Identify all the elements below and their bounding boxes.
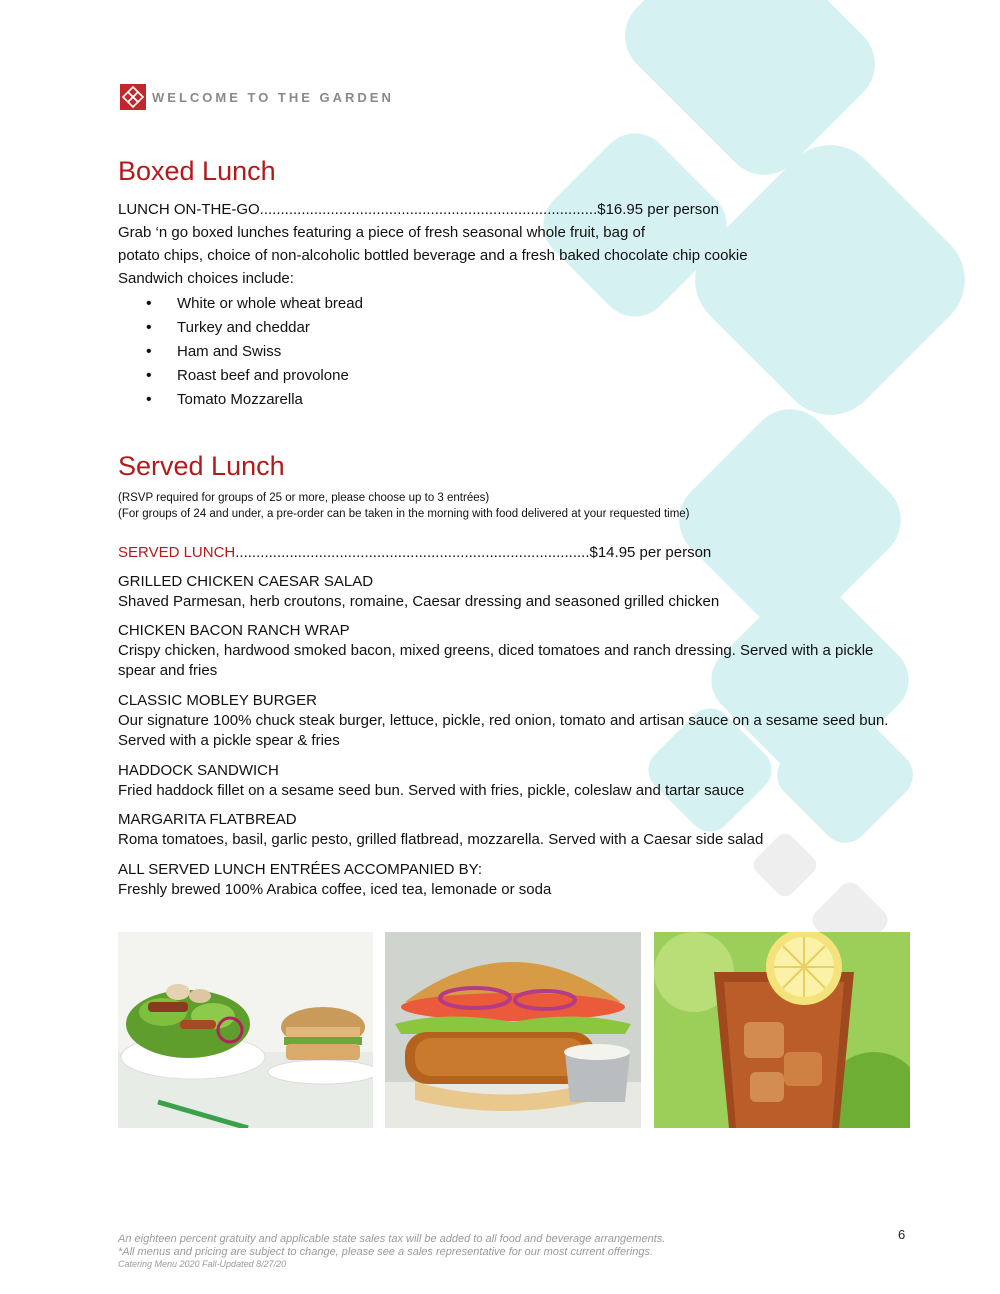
menu-item-desc: Our signature 100% chuck steak burger, lettuce, pickle, red onion, tomato and artisan sauce on a sesame seed bun. Served with a pickle spear & fries [118,712,889,749]
footer-line-pricing: *All menus and pricing are subject to change, please see a sales representative for our most current offerings. [118,1246,654,1258]
footer-disclaimer [118,1233,665,1270]
menu-item [118,810,898,850]
list-item: • Ham and Swiss [118,340,363,364]
menu-item-name: GRILLED CHICKEN CAESAR SALAD [118,573,374,590]
served-lunch-label: SERVED LUNCH [118,544,236,561]
served-lunch-note-2: (For groups of 24 and under, a pre-order can be taken in the morning with food delivered at your requested time) [118,508,690,520]
menu-item-name: CHICKEN BACON RANCH WRAP [118,622,350,639]
served-lunch-note-1: (RSVP required for groups of 25 or more, please choose up to 3 entrées) [118,492,490,504]
served-lunch-price-line [118,543,711,563]
menu-item [118,691,898,751]
served-lunch-price: .....................................................................................$14.95 per person [235,544,712,561]
menu-item-name: CLASSIC MOBLEY BURGER [118,692,317,709]
accompaniment-desc: Freshly brewed 100% Arabica coffee, iced tea, lemonade or soda [118,881,552,898]
menu-item-name: HADDOCK SANDWICH [118,762,279,779]
menu-item [118,572,898,612]
served-lunch-title: Served Lunch [118,451,285,481]
footer-line-gratuity: An eighteen percent gratuity and applicable state sales tax will be added to all food and beverage arrangements. [118,1233,666,1245]
menu-item [118,761,898,801]
boxed-lunch-desc-2: potato chips, choice of non-alcoholic bottled beverage and a fresh baked chocolate chip cookie [118,247,748,264]
iced-tea-photo [654,932,910,1128]
accompaniment [118,860,898,900]
accompaniment-label: ALL SERVED LUNCH ENTRÉES ACCOMPANIED BY: [118,861,482,878]
menu-item [118,621,898,681]
page-number: 6 [898,1227,906,1242]
boxed-lunch-price-line: LUNCH ON-THE-GO.................................................................................$16.95 per person [118,201,719,218]
menu-item-desc: Roma tomatoes, basil, garlic pesto, grilled flatbread, mozzarella. Served with a Caesar side salad [118,831,764,848]
list-item: • Roast beef and provolone [118,364,363,388]
brand-header [120,84,394,110]
brand-text: WELCOME TO THE GARDEN [152,89,394,105]
menu-item-desc: Fried haddock fillet on a sesame seed bun. Served with fries, pickle, coleslaw and tartar sauce [118,782,745,799]
fried-fish-sandwich-photo [385,932,641,1128]
boxed-lunch-title: Boxed Lunch [118,156,276,186]
list-item: • Tomato Mozzarella [118,388,363,412]
boxed-lunch-desc-1: Grab ‘n go boxed lunches featuring a piece of fresh seasonal whole fruit, bag of [118,224,645,241]
list-item: • Turkey and cheddar [118,316,363,340]
list-item: • White or whole wheat bread [118,292,363,316]
sandwich-choices-label: Sandwich choices include: [118,270,294,287]
menu-item-desc: Crispy chicken, hardwood smoked bacon, mixed greens, diced tomatoes and ranch dressing. Served with a pickle spear and fries [118,642,874,679]
sandwich-choices-list [118,292,363,412]
footer-line-version: Catering Menu 2020 Fall-Updated 8/27/20 [118,1259,287,1269]
flower-logo-icon [120,84,146,110]
salad-photo [118,932,373,1128]
menu-item-name: MARGARITA FLATBREAD [118,811,297,828]
menu-item-desc: Shaved Parmesan, herb croutons, romaine, Caesar dressing and seasoned grilled chicken [118,593,720,610]
